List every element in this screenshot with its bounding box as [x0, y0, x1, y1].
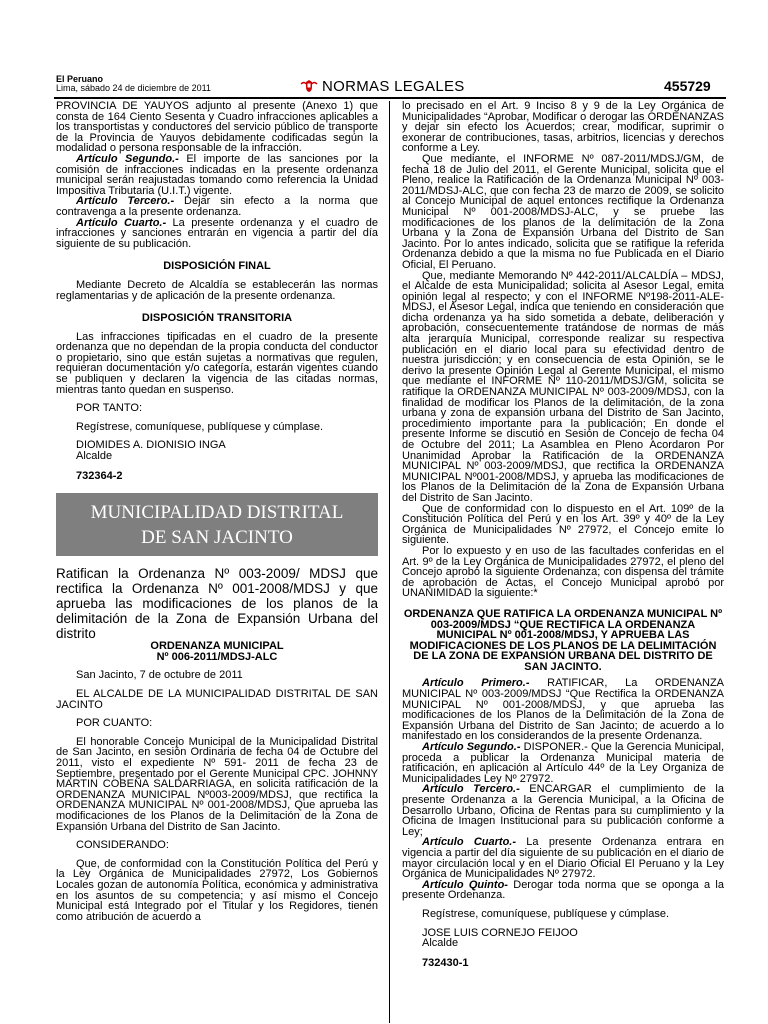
article-label: Artículo Primero.-: [422, 677, 530, 690]
banner-line-1: MUNICIPALIDAD DISTRITAL: [90, 502, 344, 524]
ordinance-title-2: Nº 006-2011/MDSJ-ALC: [156, 650, 278, 663]
section-body: Las infracciones tipificadas en el cuadro de la presente ordenanza que no dependan de la propia conducta del conductor o propietario, sino que están sujetas a normativas que regulen, requieran documentación y/o categoría, estarán vigentes cuando se publiquen y declaren la vigencia de las citadas normas, mientras tanto quedan en suspenso.: [56, 330, 378, 396]
banner-line-2: DE SAN JACINTO: [141, 527, 293, 549]
header-rule: [54, 97, 726, 99]
article-text: La presente ordenanza y el cuadro de infracciones y sanciones entrarán en vigencia a partir del día siguiente de su publicación.: [56, 216, 378, 250]
ordinance-heading: ORDENANZA QUE RATIFICA LA ORDENANZA MUNICIPAL Nº 003-2009/MDSJ “QUE RECTIFICA LA ORDENANZA MUNICIPAL Nº 001-2008/MDSJ, Y APRUEBA LAS MODIFICACIONES DE LOS PLANOS DE LA DELIMITACIÓN DE LA ZONA DE EXPANSIÓN URBANA DEL DISTRITO DE SAN JACINTO.: [403, 607, 723, 673]
header-page-number: 455729: [664, 78, 711, 94]
por-cuanto: POR CUANTO:: [76, 717, 153, 730]
peru-coat-of-arms-icon: [300, 79, 318, 93]
section-heading: DISPOSICIÓN TRANSITORIA: [141, 312, 293, 325]
municipality-banner: [56, 493, 378, 556]
left-column: [56, 101, 378, 922]
signer-name: JOSE LUIS CORNEJO FEIJOO: [422, 926, 578, 939]
signer-name: DIOMIDES A. DIONISIO INGA: [76, 439, 226, 452]
right-paragraph: Que de conformidad con lo dispuesto en el Art. 109º de la Constitución Política del Perú y en los Art. 39º y 40º de la Ley Orgánica de Municipalidades Nº 27972, el Concejo emite lo siguiente.: [402, 502, 724, 547]
header-section-title: NORMAS LEGALES: [322, 78, 465, 95]
place-date: San Jacinto, 7 de octubre de 2011: [76, 669, 243, 682]
left-article-2: [56, 154, 378, 196]
left-paragraph: PROVINCIA DE YAUYOS adjunto al presente (Anexo 1) que consta de 164 Ciento Sesenta y Cuadro infracciones aplicables a los transportistas y conductores del servicio público de transporte de la Provincia de Yauyos debidamente codificadas según la modalidad o persona responsable de la infracción.: [56, 100, 378, 155]
right-paragraph: Que, mediante Memorando Nº 442-2011/ALCALDÍA – MDSJ, el Alcalde de esta Municipalidad; solicita al Asesor Legal, emita opinión legal al respecto; y con el INFORME Nº198-2011-ALE-MDSJ, el Asesor Legal, indica que teniendo en consideración que dicha ordenanza ya ha sido sometida a debate, deliberación y aprobación, consecuentemente tratándose de normas de más alta jerarquía Municipal, corresponde realizar su respectiva publicación en el diario local para su efectividad dentro de nuestra jurisdicción; y en consecuencia de esta Opinión, se le derivo la presente Opinión Legal al Gerente Municipal, el mismo que mediante el INFORME Nº 110-2011/MDSJ/GM, solicita se ratifique la ORDENANZA MUNICIPAL Nº 003-2009/MDSJ, con la finalidad de modificar los Planos de la delimitación, de la zona urbana y zona de expansión urbana del Distrito de San Jacinto, procedimiento importante para la publicación; En donde el presente Informe se discutió en Sesión de Concejo de fecha 04 de Octubre del 2011; La Asamblea en Pleno Acordaron Por Unanimidad Aprobar la Ratificación de la ORDENANZA MUNICIPAL Nº 003-2009/MDSJ, que rectifica la ORDENANZA MUNICIPAL Nº001-2008/MDSJ, y aprueba las modificaciones de los Planos de la Delimitación de la Zona de Expansión Urbana del Distrito de San Jacinto.: [402, 269, 724, 504]
publication-code: 732364-2: [76, 469, 123, 482]
right-paragraph: lo precisado en el Art. 9 Inciso 8 y 9 de la Ley Orgánica de Municipalidades “Aprobar, Modificar o derogar las ORDENANZAS y dejar sin efecto los Acuerdos; crear, modificar, suprimir o exonerar de contribuciones, tasas, arbitrios, licencias y derechos conforme a Ley.: [402, 100, 724, 155]
right-article-5: [402, 880, 724, 901]
registrese-line: Regístrese, comuníquese, publíquese y cúmplase.: [422, 907, 670, 920]
right-article-1: [402, 678, 724, 742]
right-column: [402, 101, 724, 968]
left-paragraph: Que, de conformidad con la Constitución Política del Perú y la Ley Orgánica de Municipalidades 27972, Los Gobiernos Locales gozan de autonomía Política, económica y administrativa en los asuntos de su competencia; y así mismo el Concejo Municipal está Integrado por el Titular y los Regidores, tienen como atribución de acuerdo a: [56, 857, 378, 923]
article-label: Artículo Cuarto.-: [76, 216, 167, 229]
right-article-2: [402, 742, 724, 784]
publication-code: 732430-1: [422, 956, 469, 969]
right-paragraph: Por lo expuesto y en uso de las facultades conferidas en el Art. 9º de la Ley Orgánica de Municipalidades 27972, el pleno del Concejo aprobó la siguiente Ordenanza; con dispensa del trámite de aprobación de Actas, el Concejo Municipal aprobó por UNANIMIDAD la siguiente:*: [402, 544, 724, 600]
left-article-3: [56, 196, 378, 217]
ordinance-title-1: ORDENANZA MUNICIPAL: [150, 640, 284, 653]
article-text: DISPONER.- Que la Gerencia Municipal, proceda a publicar la Ordenanza Municipal materia de ratificación, en aplicación al Artículo 44º de la Ley Organiza de Municipalidades Ley Nº 27972.: [402, 741, 724, 785]
article-label: Artículo Cuarto.-: [422, 836, 517, 849]
header-brand: El Peruano: [56, 74, 104, 84]
alcalde-line: EL ALCALDE DE LA MUNICIPALIDAD DISTRITAL DE SAN JACINTO: [56, 688, 378, 711]
ordinance-summary: Ratifican la Ordenanza Nº 003-2009/ MDSJ que rectifica la Ordenanza Nº 001-2008/MDSJ y que aprueba las modificaciones de los planos de la delimitación de la Zona de Expansión Urbana del distrito: [56, 566, 378, 642]
article-text: RATIFICAR, La ORDENANZA MUNICIPAL Nº 003-2009/MDSJ “Que Rectifica la ORDENANZA MUNICIPAL Nº 001-2008/MDSJ, y que aprueba las modificaciones de los Planos de la Delimitación de la Zona de Expansión Urbana del Distrito de San Jacinto; de acuerdo a lo manifestado en los considerandos de la presente Ordenanza.: [402, 677, 725, 743]
right-article-4: [402, 837, 724, 879]
section-body: Mediante Decreto de Alcaldía se establecerán las normas reglamentarias y de aplicación de la presente ordenanza.: [56, 278, 378, 302]
header-date: Lima, sábado 24 de diciembre de 2011: [56, 83, 211, 93]
registrese-line: Regístrese, comuníquese, publíquese y cúmplase.: [76, 420, 324, 433]
signer-title: Alcalde: [76, 450, 113, 463]
right-article-3: [402, 784, 724, 837]
left-article-4: [56, 218, 378, 250]
section-heading: DISPOSICIÓN FINAL: [163, 260, 271, 273]
article-text: La presente Ordenanza entrara en vigencia a partir del día siguiente de su publicación en el diario de mayor circulación local y en el Diario Oficial El Peruano y la Ley Orgánica de Municipalidades Nº 27972.: [402, 836, 724, 881]
article-label: Artículo Tercero.-: [422, 783, 520, 796]
signer-title: Alcalde: [422, 937, 459, 950]
article-text: ENCARGAR el cumplimiento de la presente Ordenanza a la Gerencia Municipal, a la Oficina de Desarrollo Urbano, Oficina de Rentas para su cumplimiento y la Oficina de Imagen Institucional para su publicación conforme a Ley;: [402, 783, 724, 838]
right-paragraph: Que mediante, el INFORME Nº 087-2011/MDSJ/GM, de fecha 18 de Julio del 2011, el Gerente Municipal, solicita que el Pleno, realice la Ratificación de la Ordenanza Municipal Nº 003-2011/MDSJ-ALC, que con fecha 23 de marzo de 2009, se solicito al Concejo Municipal de aquel entonces rectifique la Ordenanza Municipal Nº 001-2008/MDSJ-ALC, y se pruebe las modificaciones de los planos de la delimitación de la Zona Urbana y la Zona de Expansión Urbana del Distrito de San Jacinto. Por lo antes indicado, solicita que se ratifique la referida Ordenanza debido a que la misma no fue Publicada en el Diario Oficial, El Peruano.: [402, 152, 724, 271]
article-text: Dejar sin efecto a la norma que contravenga a la presente ordenanza.: [56, 195, 379, 218]
article-label: Artículo Tercero.-: [76, 195, 175, 208]
column-divider: [389, 101, 390, 1023]
article-text: El importe de las sanciones por la comisión de infracciones indicadas en la presente ordenanza municipal serán reajustadas tomando como referencia la Unidad Impositiva Tributaria (U.I.T.) vigente.: [56, 152, 378, 197]
considerando: CONSIDERANDO:: [76, 839, 169, 852]
article-text: Derogar toda norma que se oponga a la presente Ordenanza.: [402, 878, 724, 902]
left-paragraph: El honorable Concejo Municipal de la Municipalidad Distrital de San Jacinto, en sesión Ordinaria de fecha 04 de Octubre del 2011, visto el expediente Nº 591- 2011 de fecha 23 de Septiembre, presentado por el Gerente Municipal CPC. JOHNNY MARTIN COBEÑA SALDARRIAGA, en solicita ratificación de la ORDENANZA MUNICIPAL Nº003-2009/MDSJ, que rectifica la ORDENANZA MUNICIPAL Nº 001-2008/MDSJ, Que aprueba las modificaciones de los Planos de la Delimitación de la Zona de Expansión Urbana del Distrito de San Jacinto.: [56, 735, 378, 833]
por-tanto: POR TANTO:: [76, 402, 143, 415]
article-label: Artículo Quinto-: [422, 878, 508, 891]
article-label: Artículo Segundo.-: [76, 152, 179, 165]
article-label: Artículo Segundo.-: [422, 741, 521, 754]
